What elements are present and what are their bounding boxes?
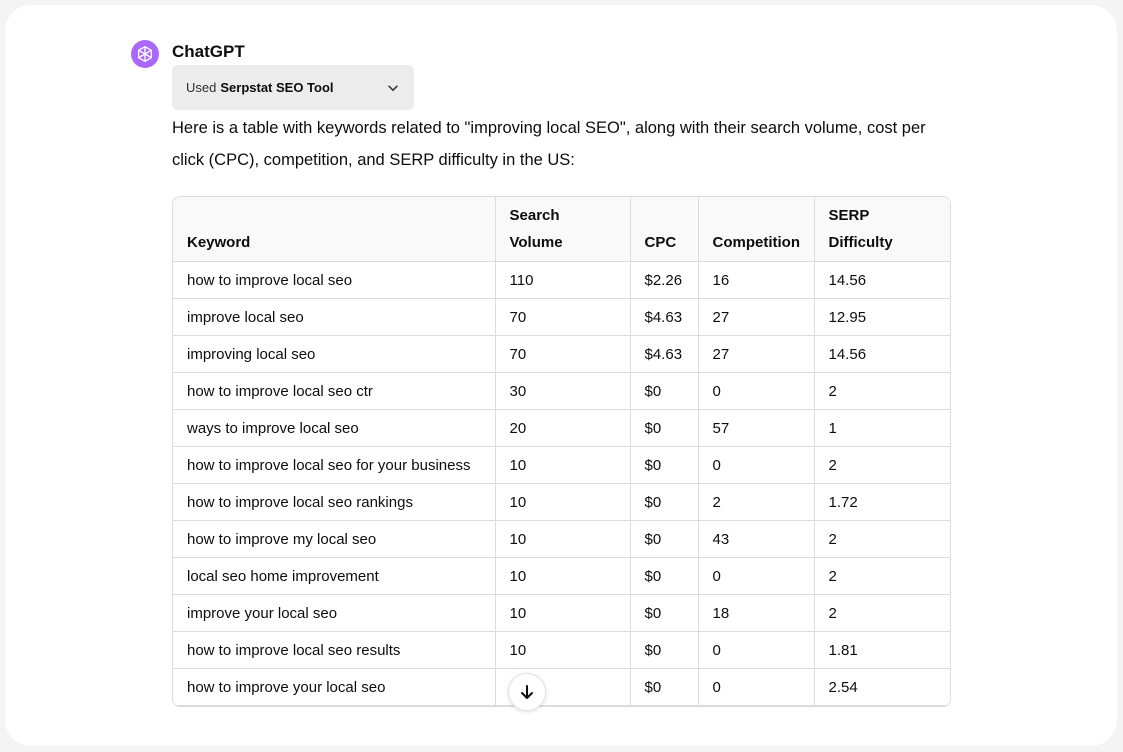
cell-serp-difficulty: 2	[814, 373, 950, 410]
cell-cpc: $0	[630, 632, 698, 669]
cell-cpc: $0	[630, 484, 698, 521]
cell-cpc: $4.63	[630, 336, 698, 373]
cell-competition: 0	[698, 632, 814, 669]
cell-cpc: $0	[630, 521, 698, 558]
table-row	[173, 447, 950, 484]
cell-keyword: how to improve local seo results	[173, 632, 495, 669]
chatgpt-avatar	[131, 40, 159, 68]
keyword-table-container	[172, 196, 951, 707]
table-row	[173, 595, 950, 632]
table-body	[173, 262, 950, 706]
cell-cpc: $0	[630, 410, 698, 447]
chat-frame	[5, 5, 1117, 746]
cell-cpc: $0	[630, 558, 698, 595]
cell-keyword: how to improve local seo ctr	[173, 373, 495, 410]
table-row	[173, 632, 950, 669]
cell-competition: 0	[698, 558, 814, 595]
cell-keyword: how to improve your local seo	[173, 669, 495, 706]
tool-used-prefix: Used	[186, 80, 217, 95]
arrow-down-icon	[518, 683, 536, 701]
table-row	[173, 410, 950, 447]
table-row	[173, 669, 950, 706]
chevron-down-icon	[386, 81, 400, 95]
table-row	[173, 484, 950, 521]
cell-cpc: $0	[630, 373, 698, 410]
cell-competition: 27	[698, 299, 814, 336]
cell-serp-difficulty: 14.56	[814, 336, 950, 373]
header-serp-difficulty: SERP Difficulty	[814, 197, 950, 262]
cell-serp-difficulty: 2	[814, 595, 950, 632]
tool-name: Serpstat SEO Tool	[220, 80, 334, 95]
table-header-row	[173, 197, 950, 262]
cell-serp-difficulty: 1	[814, 410, 950, 447]
header-search-volume: Search Volume	[495, 197, 630, 262]
openai-logo-icon	[135, 44, 155, 64]
tool-used-dropdown[interactable]	[172, 65, 414, 110]
message-intro-text: Here is a table with keywords related to "improving local SEO", along with their search volume, cost per click (CPC), competition, and SERP difficulty in the US:	[172, 119, 926, 169]
cell-competition: 0	[698, 447, 814, 484]
keyword-table	[173, 197, 950, 706]
cell-search-volume: 20	[495, 410, 630, 447]
cell-serp-difficulty: 2.54	[814, 669, 950, 706]
cell-competition: 0	[698, 669, 814, 706]
table-row	[173, 558, 950, 595]
cell-search-volume: 10	[495, 558, 630, 595]
cell-keyword: improve your local seo	[173, 595, 495, 632]
cell-keyword: improving local seo	[173, 336, 495, 373]
header-competition: Competition	[698, 197, 814, 262]
cell-serp-difficulty: 14.56	[814, 262, 950, 299]
scroll-to-bottom-button[interactable]	[508, 673, 546, 711]
cell-search-volume: 70	[495, 299, 630, 336]
table-row	[173, 336, 950, 373]
cell-search-volume: 10	[495, 521, 630, 558]
cell-competition: 16	[698, 262, 814, 299]
header-cpc: CPC	[630, 197, 698, 262]
cell-keyword: improve local seo	[173, 299, 495, 336]
cell-search-volume: 10	[495, 632, 630, 669]
cell-competition: 18	[698, 595, 814, 632]
cell-keyword: how to improve local seo for your business	[173, 447, 495, 484]
cell-competition: 2	[698, 484, 814, 521]
cell-serp-difficulty: 2	[814, 558, 950, 595]
cell-serp-difficulty: 2	[814, 447, 950, 484]
message-author: ChatGPT	[172, 42, 245, 61]
cell-competition: 43	[698, 521, 814, 558]
cell-competition: 27	[698, 336, 814, 373]
cell-cpc: $0	[630, 595, 698, 632]
table-row	[173, 521, 950, 558]
cell-keyword: how to improve my local seo	[173, 521, 495, 558]
cell-serp-difficulty: 2	[814, 521, 950, 558]
cell-cpc: $0	[630, 447, 698, 484]
cell-competition: 57	[698, 410, 814, 447]
cell-serp-difficulty: 1.72	[814, 484, 950, 521]
cell-search-volume: 110	[495, 262, 630, 299]
cell-serp-difficulty: 12.95	[814, 299, 950, 336]
cell-cpc: $2.26	[630, 262, 698, 299]
cell-search-volume: 10	[495, 447, 630, 484]
table-row	[173, 299, 950, 336]
cell-keyword: ways to improve local seo	[173, 410, 495, 447]
cell-search-volume: 30	[495, 373, 630, 410]
cell-search-volume: 10	[495, 595, 630, 632]
cell-keyword: local seo home improvement	[173, 558, 495, 595]
cell-search-volume: 10	[495, 484, 630, 521]
cell-competition: 0	[698, 373, 814, 410]
table-row	[173, 373, 950, 410]
cell-keyword: how to improve local seo rankings	[173, 484, 495, 521]
cell-keyword: how to improve local seo	[173, 262, 495, 299]
cell-cpc: $0	[630, 669, 698, 706]
cell-cpc: $4.63	[630, 299, 698, 336]
cell-serp-difficulty: 1.81	[814, 632, 950, 669]
cell-search-volume: 70	[495, 336, 630, 373]
header-keyword: Keyword	[173, 197, 495, 262]
table-row	[173, 262, 950, 299]
